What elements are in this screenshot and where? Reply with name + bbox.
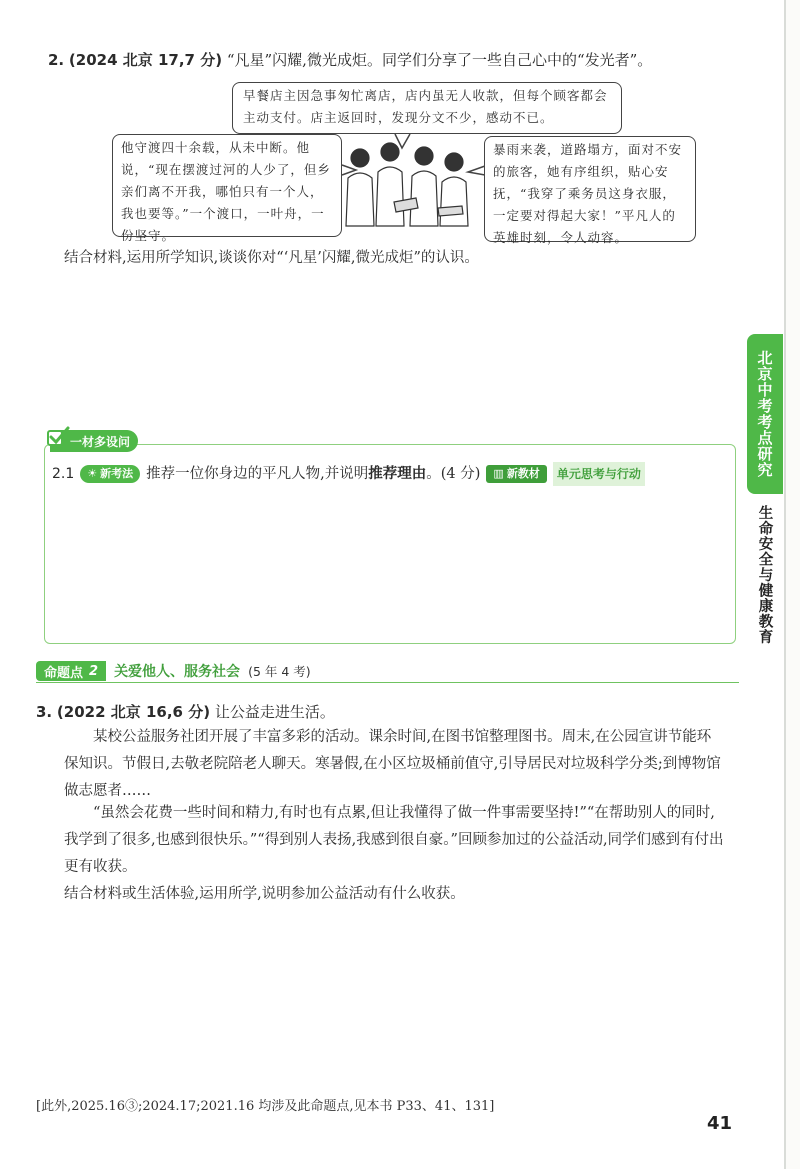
lightbulb-icon: ☀ (87, 467, 98, 480)
section-number: 2 (89, 663, 99, 679)
sub-number: 2.1 (52, 466, 75, 482)
new-material-tag-label: 新教材 (506, 467, 540, 480)
page-number: 41 (707, 1113, 733, 1134)
new-material-tag (486, 465, 546, 483)
speech-bubble-left (112, 134, 342, 243)
q3-title: 让公益走进生活。 (214, 703, 335, 721)
side-tab-chapter: 北京中考考点研究 (747, 334, 783, 494)
side-tab-topic: 生命安全与健康教育 (756, 505, 773, 645)
section-badge (36, 661, 106, 681)
book-icon: ▥ (493, 467, 504, 480)
new-exam-tag (80, 465, 140, 483)
footnote: [此外,2025.16③;2024.17;2021.16 均涉及此命题点,见本书 P33、41、131] (36, 1099, 495, 1114)
section-title: 关爱他人、服务社会 (114, 664, 241, 680)
speech-bubble-right (484, 136, 696, 245)
q3-prompt: 结合材料或生活体验,运用所学,说明参加公益活动有什么收获。 (64, 886, 465, 902)
bubble-right-text: 暴雨来袭，道路塌方，面对不安的旅客，她有序组织，贴心安抚，“我穿了乘务员这身衣服，一定要对得起大家！”平凡人的英雄时刻，令人动容。 (493, 142, 683, 245)
new-exam-tag-label: 新考法 (100, 467, 134, 480)
q3-paragraph-1: 某校公益服务社团开展了丰富多彩的活动。课余时间,在图书馆整理图书。周末,在公园宣讲节能环保知识。节假日,去敬老院陪老人聊天。寒暑假,在小区垃圾桶前值守,引导居民对垃圾科学分类;到博物馆做志愿者…… (64, 729, 721, 799)
q3-source: (2022 北京 16,6 分) (56, 703, 211, 721)
checkmark-icon (46, 425, 70, 449)
q2-prompt: 结合材料,运用所学知识,谈谈你对“‘凡星’闪耀,微光成炬”的认识。 (64, 250, 479, 266)
students-illustration (338, 138, 478, 228)
sub-question-pre: 推荐一位你身边的平凡人物,并说明 (146, 466, 369, 482)
sub-question-text (146, 463, 480, 485)
section-header (36, 660, 739, 683)
q3-paragraph-2: “虽然会花费一些时间和精力,有时也有点累,但让我懂得了做一件事需要坚持!”“在帮助别人的同时,我学到了很多,也感到很快乐。”“得到别人表扬,我感到很自豪。”回顾参加过的公益活动,同学们感到有付出更有收获。 (64, 805, 724, 875)
bubble-left-text: 他守渡四十余载，从未中断。他说，“现在摆渡过河的人少了，但乡亲们离不开我，哪怕只有一个人，我也要等。”一个渡口，一叶舟，一份坚守。 (121, 140, 331, 243)
section-badge-label: 命题点 (44, 665, 84, 681)
q2-title: “凡星”闪耀,微光成炬。同学们分享了一些自己心中的“发光者”。 (226, 51, 653, 69)
q2-number: 2. (48, 51, 65, 69)
sub-question-bold: 推荐理由 (368, 465, 427, 482)
unit-tag: 单元思考与行动 (553, 462, 645, 486)
bubble-top-text: 早餐店主因急事匆忙离店，店内虽无人收款，但每个顾客都会主动支付。店主返回时，发现分文不少，感动不已。 (243, 88, 608, 125)
extension-tab-label: 一材多设问 (70, 434, 131, 449)
q3-number: 3. (36, 703, 53, 721)
section-note: (5 年 4 考) (248, 664, 311, 679)
sub-question-2-1 (52, 462, 645, 486)
sub-question-post: 。(4 分) (426, 466, 481, 482)
q3-title-line (36, 702, 335, 722)
q2-source: (2024 北京 17,7 分) (68, 51, 223, 69)
